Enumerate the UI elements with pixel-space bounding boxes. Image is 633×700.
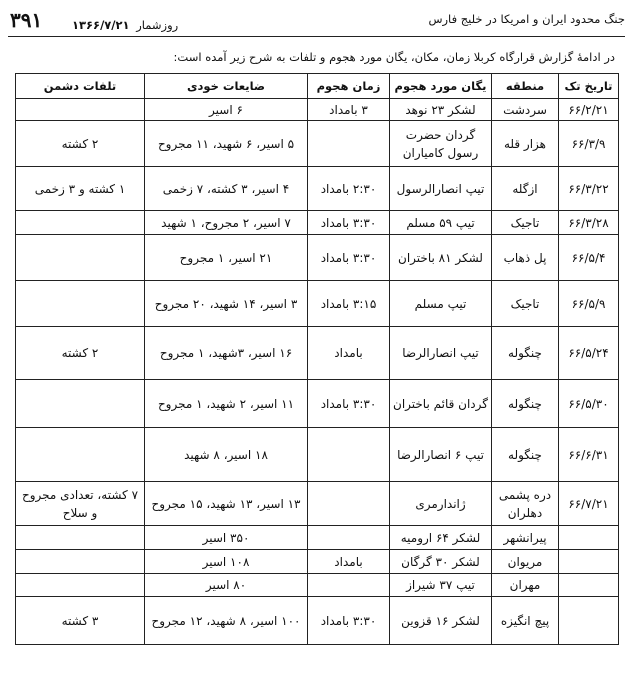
cell-unit: ژاندارمری <box>390 482 492 526</box>
cell-time <box>308 526 390 550</box>
column-header-own-losses: ضایعات خودی <box>145 74 308 99</box>
table-row <box>16 597 619 645</box>
cell-enemy-losses <box>16 550 145 574</box>
cell-date: ۶۶/۷/۲۱ <box>559 482 619 526</box>
table-row <box>16 211 619 235</box>
cell-area: پیچ انگیزه <box>492 597 559 645</box>
cell-area: تاجیک <box>492 211 559 235</box>
cell-unit: گردان حضرت رسول کامیاران <box>390 121 492 167</box>
diary-label: روزشمار <box>136 18 179 32</box>
cell-date: ۶۶/۵/۴ <box>559 235 619 281</box>
cell-unit: تیپ ۳۷ شیراز <box>390 574 492 597</box>
cell-time <box>308 482 390 526</box>
table-row <box>16 428 619 482</box>
cell-time: ۳:۱۵ بامداد <box>308 281 390 327</box>
table-row <box>16 327 619 380</box>
cell-date: ۶۶/۳/۹ <box>559 121 619 167</box>
cell-date: ۶۶/۵/۳۰ <box>559 380 619 428</box>
cell-area: تاجیک <box>492 281 559 327</box>
cell-unit: لشکر ۲۳ نوهد <box>390 99 492 121</box>
cell-time <box>308 574 390 597</box>
column-header-unit: یگان مورد هجوم <box>390 74 492 99</box>
cell-area: مریوان <box>492 550 559 574</box>
intro-paragraph: در ادامهٔ گزارش قرارگاه کربلا زمان، مکان، یگان مورد هجوم و تلفات به شرح زیر آمده است: <box>173 50 615 64</box>
cell-own-losses: ۱۰۸ اسیر <box>145 550 308 574</box>
column-header-area: منطقه <box>492 74 559 99</box>
table-row <box>16 281 619 327</box>
cell-own-losses: ۵ اسیر، ۶ شهید، ۱۱ مجروح <box>145 121 308 167</box>
table-row <box>16 482 619 526</box>
cell-date <box>559 574 619 597</box>
cell-own-losses: ۲۱ اسیر، ۱ مجروح <box>145 235 308 281</box>
cell-date <box>559 526 619 550</box>
cell-own-losses: ۱۳ اسیر، ۱۳ شهید، ۱۵ مجروح <box>145 482 308 526</box>
cell-enemy-losses <box>16 428 145 482</box>
cell-enemy-losses <box>16 380 145 428</box>
cell-enemy-losses <box>16 99 145 121</box>
cell-time <box>308 121 390 167</box>
cell-date: ۶۶/۳/۲۲ <box>559 167 619 211</box>
cell-enemy-losses <box>16 526 145 550</box>
cell-enemy-losses <box>16 211 145 235</box>
cell-unit: لشکر ۸۱ باختران <box>390 235 492 281</box>
cell-area: چنگوله <box>492 327 559 380</box>
cell-own-losses: ۳ اسیر، ۱۴ شهید، ۲۰ مجروح <box>145 281 308 327</box>
cell-enemy-losses: ۱ کشته و ۳ زخمی <box>16 167 145 211</box>
cell-own-losses: ۱۰۰ اسیر، ۸ شهید، ۱۲ مجروح <box>145 597 308 645</box>
page-number: ۳۹۱ <box>10 8 43 32</box>
cell-area: چنگوله <box>492 380 559 428</box>
cell-own-losses: ۸۰ اسیر <box>145 574 308 597</box>
cell-date: ۶۶/۲/۲۱ <box>559 99 619 121</box>
cell-time: ۳:۳۰ بامداد <box>308 211 390 235</box>
diary-date-line <box>72 18 178 32</box>
column-header-enemy-losses: تلفات دشمن <box>16 74 145 99</box>
table-row <box>16 167 619 211</box>
cell-own-losses: ۱۶ اسیر، ۳شهید، ۱ مجروح <box>145 327 308 380</box>
cell-date <box>559 597 619 645</box>
cell-own-losses: ۶ اسیر <box>145 99 308 121</box>
table-row <box>16 121 619 167</box>
cell-date <box>559 550 619 574</box>
cell-date: ۶۶/۶/۳۱ <box>559 428 619 482</box>
attack-report-table <box>15 73 619 645</box>
cell-area: چنگوله <box>492 428 559 482</box>
cell-enemy-losses: ۷ کشته، تعدادی مجروح و سلاح <box>16 482 145 526</box>
cell-enemy-losses: ۳ کشته <box>16 597 145 645</box>
table-header-row <box>16 74 619 99</box>
cell-unit: لشکر ۱۶ قزوین <box>390 597 492 645</box>
cell-time: ۳:۳۰ بامداد <box>308 597 390 645</box>
cell-unit: تیپ ۶ انصارالرضا <box>390 428 492 482</box>
table-row <box>16 574 619 597</box>
cell-area: سردشت <box>492 99 559 121</box>
cell-area: مهران <box>492 574 559 597</box>
cell-unit: لشکر ۳۰ گرگان <box>390 550 492 574</box>
cell-date: ۶۶/۳/۲۸ <box>559 211 619 235</box>
cell-own-losses: ۱۱ اسیر، ۲ شهید، ۱ مجروح <box>145 380 308 428</box>
cell-area: هزار قله <box>492 121 559 167</box>
cell-time <box>308 428 390 482</box>
cell-own-losses: ۱۸ اسیر، ۸ شهید <box>145 428 308 482</box>
cell-unit: تیپ مسلم <box>390 281 492 327</box>
cell-own-losses: ۴ اسیر، ۳ کشته، ۷ زخمی <box>145 167 308 211</box>
book-title: جنگ محدود ایران و امریکا در خلیج فارس <box>428 12 625 26</box>
cell-area: پیرانشهر <box>492 526 559 550</box>
cell-date: ۶۶/۵/۹ <box>559 281 619 327</box>
cell-enemy-losses <box>16 281 145 327</box>
table-row <box>16 526 619 550</box>
cell-time: ۳:۳۰ بامداد <box>308 380 390 428</box>
cell-own-losses: ۷ اسیر، ۲ مجروح، ۱ شهید <box>145 211 308 235</box>
cell-enemy-losses <box>16 574 145 597</box>
cell-enemy-losses: ۲ کشته <box>16 327 145 380</box>
cell-time: ۳ بامداد <box>308 99 390 121</box>
table-row <box>16 550 619 574</box>
cell-enemy-losses: ۲ کشته <box>16 121 145 167</box>
column-header-date: تاریخ تک <box>559 74 619 99</box>
cell-date: ۶۶/۵/۲۴ <box>559 327 619 380</box>
cell-unit: تیپ انصارالرضا <box>390 327 492 380</box>
cell-time: ۲:۳۰ بامداد <box>308 167 390 211</box>
cell-unit: گردان قائم باختران <box>390 380 492 428</box>
cell-area: پل ذهاب <box>492 235 559 281</box>
cell-time: بامداد <box>308 550 390 574</box>
cell-unit: لشکر ۶۴ ارومیه <box>390 526 492 550</box>
column-header-time: زمان هجوم <box>308 74 390 99</box>
cell-time: ۳:۳۰ بامداد <box>308 235 390 281</box>
diary-date: ۱۳۶۶/۷/۲۱ <box>72 18 130 32</box>
cell-unit: تیپ انصارالرسول <box>390 167 492 211</box>
cell-area: ازگله <box>492 167 559 211</box>
table-row <box>16 99 619 121</box>
cell-area: دره پشمی دهلران <box>492 482 559 526</box>
cell-own-losses: ۳۵۰ اسیر <box>145 526 308 550</box>
page-header <box>8 6 625 37</box>
cell-enemy-losses <box>16 235 145 281</box>
cell-time: بامداد <box>308 327 390 380</box>
cell-unit: تیپ ۵۹ مسلم <box>390 211 492 235</box>
table-row <box>16 235 619 281</box>
table-row <box>16 380 619 428</box>
